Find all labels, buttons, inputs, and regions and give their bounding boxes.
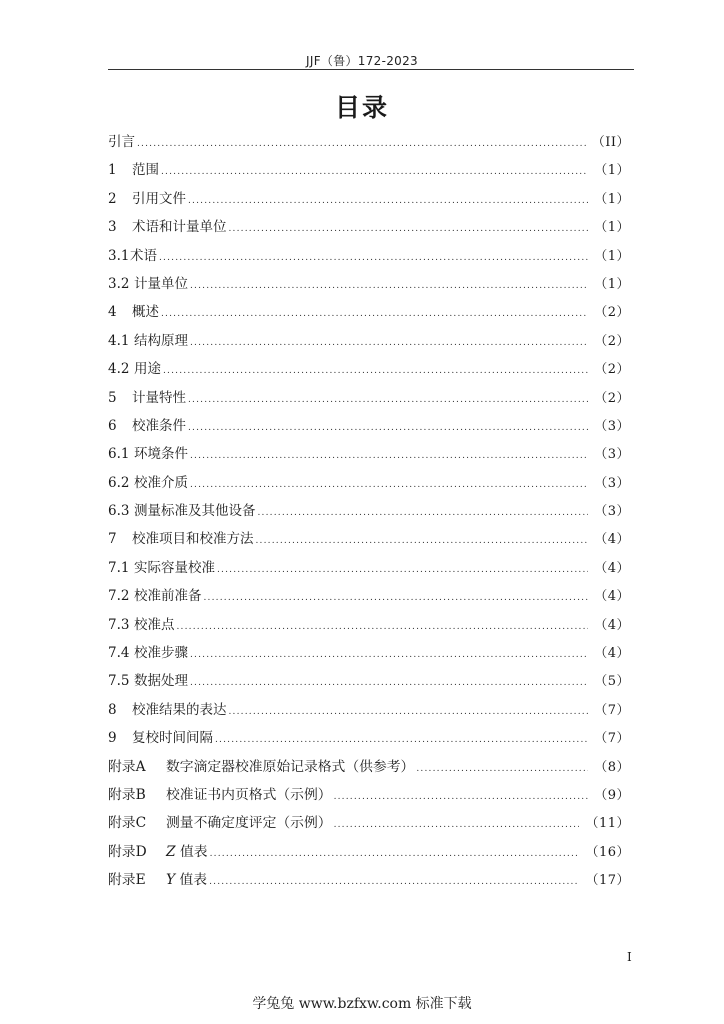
toc-entry-label: 计量特性 (132, 389, 186, 406)
toc-entry[interactable] (108, 469, 630, 497)
toc-entry[interactable] (108, 355, 630, 383)
toc-entry-label: 校准点 (134, 616, 175, 633)
footer-watermark: 学兔兔 www.bzfxw.com 标准下载 (252, 996, 472, 1012)
toc-entry-page: （16） (585, 844, 630, 860)
toc-entry-page: （4） (594, 532, 630, 548)
toc-entry-appendix-b[interactable] (108, 781, 630, 809)
dot-leader (190, 329, 588, 357)
toc-entry[interactable] (108, 327, 630, 355)
toc-entry-label: 术语 (130, 247, 157, 264)
toc-entry-page: （1） (594, 276, 630, 292)
toc-entry-number: 7.3 (108, 616, 130, 633)
dot-leader (217, 556, 588, 584)
toc-entry-number: 8 (108, 701, 117, 718)
toc-entry-number: 7.5 (108, 673, 130, 690)
dot-leader (161, 300, 588, 328)
dot-leader (190, 641, 588, 669)
dot-leader (256, 527, 589, 555)
toc-entry-label: 校准结果的表达 (132, 701, 227, 718)
toc-entry-page: （3） (594, 475, 630, 491)
toc-entry-page: （4） (594, 589, 630, 605)
toc-entry[interactable] (108, 724, 630, 752)
toc-entry[interactable] (108, 582, 630, 610)
toc-entry-number: 7.1 (108, 559, 130, 576)
toc-entry-page: （1） (594, 163, 630, 179)
toc-entry-page: （3） (594, 447, 630, 463)
toc-entry[interactable] (108, 242, 630, 270)
toc-entry-label: 范围 (132, 162, 159, 179)
toc-entry-number: 4.1 (108, 332, 130, 349)
variable-symbol: Y (166, 872, 176, 889)
toc-entry-number: 附录A (108, 758, 146, 775)
toc-entry[interactable] (108, 384, 630, 412)
toc-entry-number: 附录B (108, 786, 146, 803)
dot-leader (159, 244, 588, 272)
dot-leader (209, 868, 579, 896)
toc-entry-page: （5） (594, 674, 630, 690)
document-header: JJF（鲁）172-2023 (306, 54, 418, 68)
toc-entry-number: 6.1 (108, 446, 130, 463)
toc-entry-number: 6.3 (108, 503, 130, 520)
toc-entry-label (166, 866, 207, 894)
toc-entry-label: 数字滴定器校准原始记录格式（供参考） (166, 758, 415, 775)
toc-entry-page: （8） (594, 759, 630, 775)
dot-leader (416, 755, 588, 783)
toc-entry-label: 用途 (134, 361, 161, 378)
toc-entry-label: 复校时间间隔 (132, 730, 213, 747)
toc-entry-page: （2） (594, 362, 630, 378)
toc-entry-label: 校准步骤 (134, 645, 188, 662)
toc-entry-number: 3.1 (108, 247, 130, 264)
toc-entry-number: 附录C (108, 815, 147, 832)
dot-leader (258, 499, 589, 527)
toc-entry[interactable] (108, 440, 630, 468)
toc-entry-label: 数据处理 (134, 673, 188, 690)
toc-entry-page: （7） (594, 702, 630, 718)
toc-entry[interactable] (108, 298, 630, 326)
dot-leader (334, 783, 589, 811)
toc-entry-page: （17） (585, 873, 630, 889)
dot-leader (334, 811, 580, 839)
toc-entry-number: 6.2 (108, 474, 130, 491)
toc-entry-intro[interactable] (108, 128, 630, 156)
toc-entry-page: （1） (594, 191, 630, 207)
toc-entry-number: 3.2 (108, 275, 130, 292)
toc-entry-label: 计量单位 (134, 275, 188, 292)
dot-leader (215, 726, 588, 754)
toc-entry-page: （2） (594, 333, 630, 349)
dot-leader (190, 471, 588, 499)
toc-entry-number: 2 (108, 190, 117, 207)
toc-entry-page: （9） (594, 787, 630, 803)
dot-leader (190, 272, 588, 300)
toc-entry-number: 5 (108, 389, 117, 406)
toc-entry-label: 术语和计量单位 (132, 219, 227, 236)
toc-entry-label: 校准介质 (134, 474, 188, 491)
toc-entry-number: 7 (108, 531, 117, 548)
page-number: I (627, 950, 632, 964)
toc-entry-label-text: 值表 (179, 872, 208, 889)
toc-entry-label: 实际容量校准 (134, 559, 215, 576)
variable-symbol: Z (166, 843, 176, 860)
dot-leader (137, 130, 586, 158)
dot-leader (229, 698, 589, 726)
toc-entry[interactable] (108, 497, 630, 525)
toc-entry[interactable] (108, 696, 630, 724)
toc-entry-page: （1） (594, 248, 630, 264)
toc-entry-number: 附录D (108, 843, 147, 860)
toc-entry-page: （7） (594, 731, 630, 747)
toc-entry-label: 环境条件 (134, 446, 188, 463)
dot-leader (188, 414, 588, 442)
toc-entry-number: 1 (108, 162, 117, 179)
toc-entry-number: 7.4 (108, 645, 130, 662)
toc-title: 目录 (334, 93, 389, 122)
toc-entry[interactable] (108, 213, 630, 241)
dot-leader (188, 386, 588, 414)
toc-entry-page: （4） (594, 646, 630, 662)
dot-leader (188, 187, 588, 215)
dot-leader (229, 215, 589, 243)
toc-entry-page: （II） (591, 135, 630, 150)
dot-leader (204, 584, 589, 612)
toc-entry-appendix-c[interactable] (108, 809, 630, 837)
toc-entry-page: （3） (594, 418, 630, 434)
dot-leader (190, 669, 588, 697)
toc-entry[interactable] (108, 525, 630, 553)
toc-entry-page: （4） (594, 617, 630, 633)
toc-entry-number: 7.2 (108, 588, 130, 605)
toc-entry-label: 校准证书内页格式（示例） (166, 786, 332, 803)
toc-entry-number: 4 (108, 304, 117, 321)
toc-entry-label: 引言 (108, 134, 135, 150)
toc-entry-number: 附录E (108, 872, 146, 889)
dot-leader (177, 613, 589, 641)
table-of-contents (108, 128, 630, 895)
toc-entry-number: 4.2 (108, 361, 130, 378)
toc-entry-page: （4） (594, 560, 630, 576)
toc-entry-label: 测量不确定度评定（示例） (166, 815, 332, 832)
toc-entry-page: （2） (594, 305, 630, 321)
toc-entry-number: 3 (108, 219, 117, 236)
dot-leader (190, 442, 588, 470)
toc-entry-label (166, 838, 208, 866)
toc-entry-label: 测量标准及其他设备 (134, 503, 256, 520)
toc-entry-page: （3） (594, 504, 630, 520)
toc-entry[interactable] (108, 554, 630, 582)
dot-leader (161, 158, 588, 186)
toc-entry[interactable] (108, 611, 630, 639)
toc-entry[interactable] (108, 156, 630, 184)
toc-entry[interactable] (108, 639, 630, 667)
toc-entry-label: 校准条件 (132, 417, 186, 434)
toc-entry[interactable] (108, 667, 630, 695)
toc-entry-page: （11） (585, 816, 630, 832)
toc-entry-label: 结构原理 (134, 332, 188, 349)
toc-entry[interactable] (108, 412, 630, 440)
toc-entry-appendix-e[interactable] (108, 866, 630, 894)
toc-entry-number: 6 (108, 417, 117, 434)
toc-entry-label: 概述 (132, 304, 159, 321)
dot-leader (163, 357, 588, 385)
toc-entry-appendix-a[interactable] (108, 753, 630, 781)
toc-entry-label: 引用文件 (132, 190, 186, 207)
header-divider (108, 69, 634, 70)
toc-entry-label-text: 值表 (179, 843, 208, 860)
toc-entry[interactable] (108, 270, 630, 298)
dot-leader (210, 840, 580, 868)
toc-entry-number: 9 (108, 730, 117, 747)
toc-entry[interactable] (108, 185, 630, 213)
toc-entry-page: （2） (594, 390, 630, 406)
toc-entry-label: 校准前准备 (134, 588, 202, 605)
toc-entry-appendix-d[interactable] (108, 838, 630, 866)
toc-entry-page: （1） (594, 220, 630, 236)
toc-entry-label: 校准项目和校准方法 (132, 531, 254, 548)
